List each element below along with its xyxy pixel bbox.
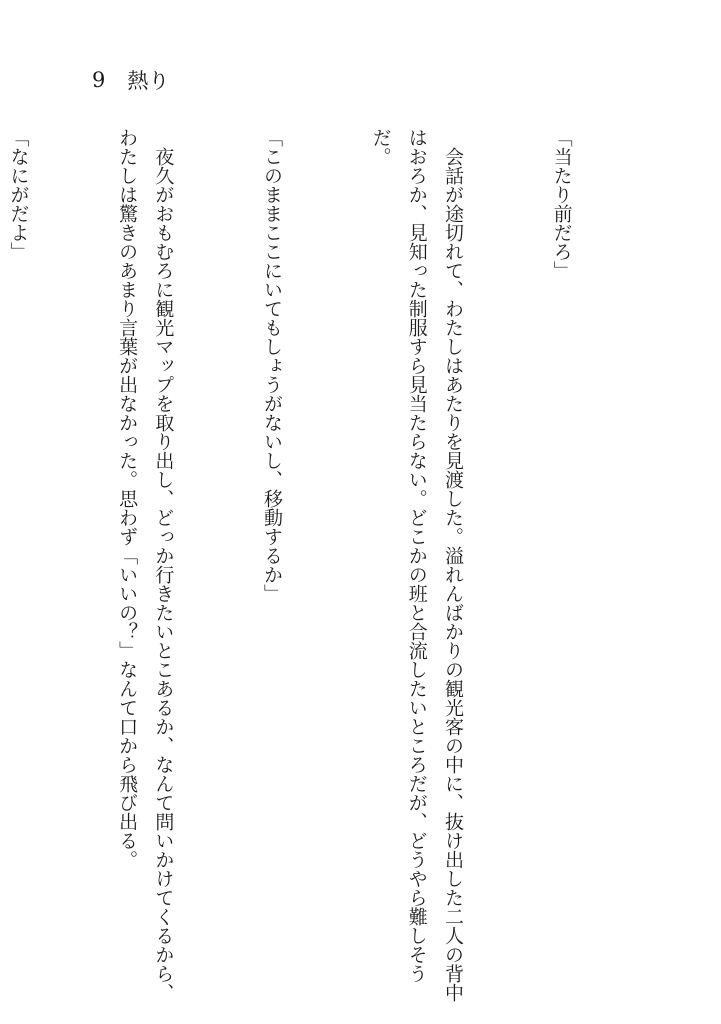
paragraph-4: 夜久がおもむろに観光マップを取り出し、どっか行きたいとこあるか、なんて問いかけてくるから、わたしは驚きのあまり言葉が出なかった。思わず「いいの？」なんて口から飛び出る。 <box>116 128 175 1002</box>
paragraph-3: 「このままここにいてもしょうがないし、移動するか」 <box>260 128 283 603</box>
page-number: 9 <box>92 68 106 92</box>
paragraph-2: 会話が途切れて、わたしはあたりを見渡した。溢れんばかりの観光客の中に、抜け出した二人の背中はおろか、見知った制服すら見当たらない。どこかの班と合流したいところだが、どうやら難しそうだ。 <box>369 128 464 1002</box>
paragraph-5: 「なにがだよ」 <box>7 128 30 261</box>
vertical-text-body <box>7 128 652 1008</box>
paragraph-1: 「当たり前だろ」 <box>550 128 573 280</box>
chapter-title: 熱り <box>127 69 170 93</box>
page-header <box>92 60 169 100</box>
